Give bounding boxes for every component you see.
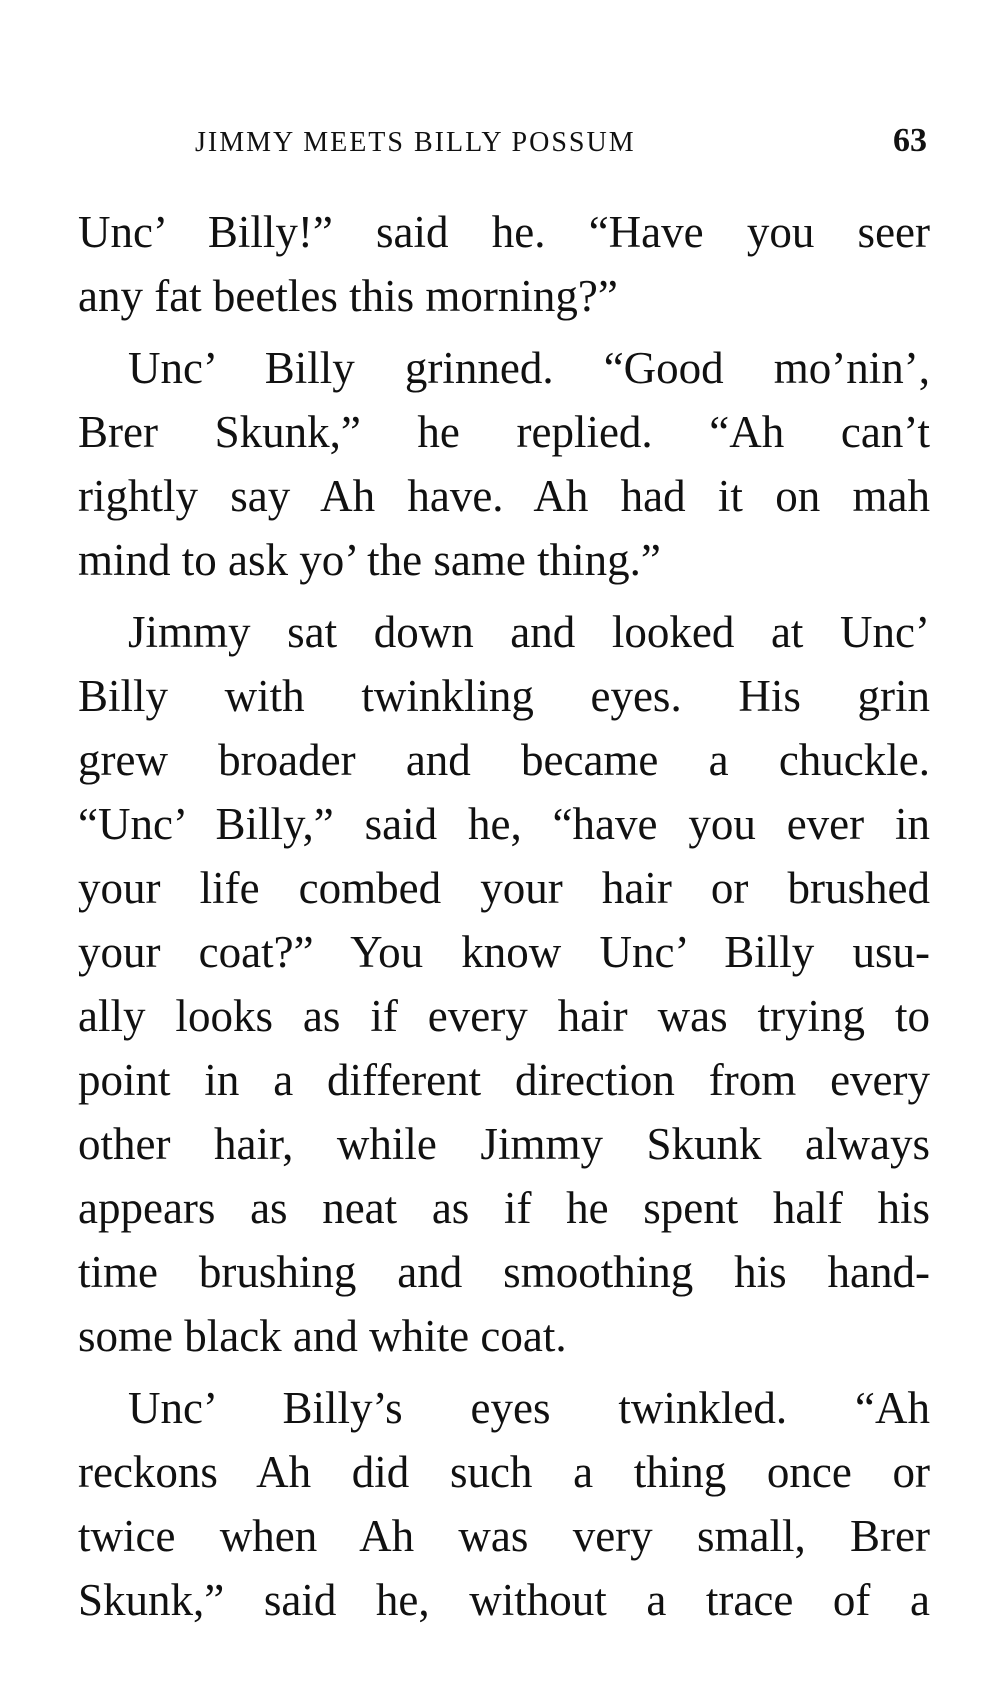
text-line: appears as neat as if he spent half his (78, 1183, 930, 1233)
text-line: Skunk,” said he, without a trace of a (78, 1575, 930, 1625)
text-line: twice when Ah was very small, Brer (78, 1511, 930, 1561)
text-line: Unc’ Billy’s eyes twinkled. “Ah (128, 1383, 930, 1433)
text-line: Brer Skunk,” he replied. “Ah can’t (78, 407, 930, 457)
paragraph (78, 600, 930, 1368)
page-number: 63 (893, 122, 927, 159)
text-line: rightly say Ah have. Ah had it on mah (78, 471, 930, 521)
text-line: Jimmy sat down and looked at Unc’ (128, 607, 930, 657)
text-line: mind to ask yo’ the same thing.” (78, 535, 661, 585)
text-line: grew broader and became a chuckle. (78, 735, 930, 785)
paragraph (78, 1376, 930, 1632)
text-line: time brushing and smoothing his hand- (78, 1247, 930, 1297)
running-head (195, 123, 927, 163)
text-line: any fat beetles this morning?” (78, 271, 618, 321)
text-line: Unc’ Billy!” said he. “Have you seer (78, 207, 930, 257)
paragraph (78, 200, 930, 328)
text-line: ally looks as if every hair was trying to (78, 991, 930, 1041)
text-line: some black and white coat. (78, 1311, 567, 1361)
text-line: point in a different direction from every (78, 1055, 930, 1105)
text-line: other hair, while Jimmy Skunk always (78, 1119, 930, 1169)
text-line: reckons Ah did such a thing once or (78, 1447, 930, 1497)
text-line: Billy with twinkling eyes. His grin (78, 671, 930, 721)
body-text (78, 200, 930, 1632)
text-line: your life combed your hair or brushed (78, 863, 930, 913)
running-title: JIMMY MEETS BILLY POSSUM (195, 127, 636, 158)
text-line: Unc’ Billy grinned. “Good mo’nin’, (128, 343, 930, 393)
text-line: your coat?” You know Unc’ Billy usu- (78, 927, 930, 977)
paragraph (78, 336, 930, 592)
text-line: “Unc’ Billy,” said he, “have you ever in (78, 799, 930, 849)
